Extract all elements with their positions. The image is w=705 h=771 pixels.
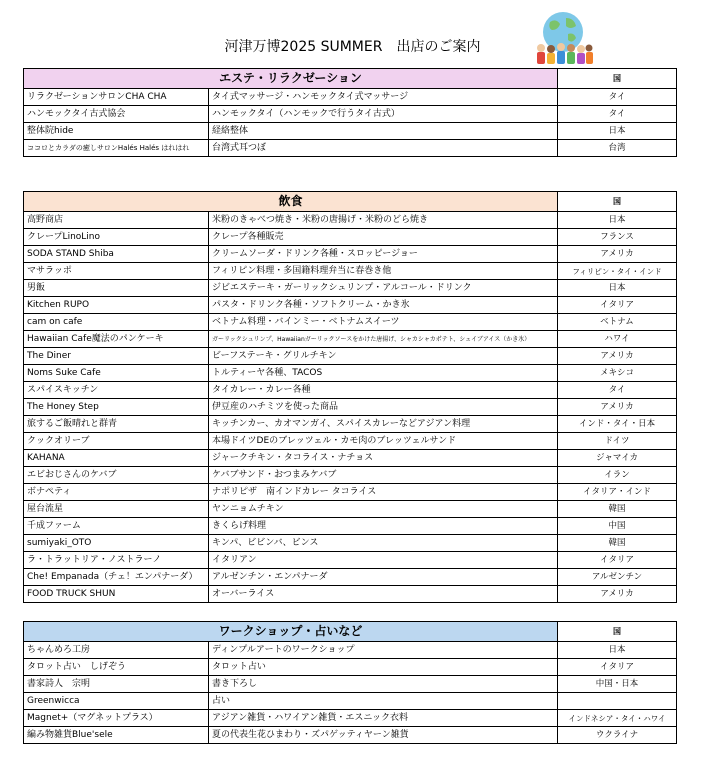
country-header: 国 [558, 69, 677, 89]
shop-name: Noms Suke Cafe [24, 365, 209, 382]
shop-item: キンパ、ビビンバ、ビンス [209, 535, 558, 552]
table-row [24, 484, 677, 501]
shop-item: 台湾式耳つぼ [209, 140, 558, 157]
shop-country: 中国 [558, 518, 677, 535]
shop-country: ドイツ [558, 433, 677, 450]
table-row [24, 297, 677, 314]
shop-name: ラ・トラットリア・ノストラーノ [24, 552, 209, 569]
shop-country: ウクライナ [558, 727, 677, 744]
shop-item: 占い [209, 693, 558, 710]
section-table-workshop [23, 621, 677, 744]
table-row [24, 89, 677, 106]
table-row [24, 246, 677, 263]
section-title: ワークショップ・占いなど [24, 622, 558, 642]
shop-item: オーバーライス [209, 586, 558, 603]
table-row [24, 263, 677, 280]
shop-name: The Honey Step [24, 399, 209, 416]
shop-country: 中国・日本 [558, 676, 677, 693]
table-row [24, 106, 677, 123]
shop-name: クレープLinoLino [24, 229, 209, 246]
shop-name: エビおじさんのケバブ [24, 467, 209, 484]
shop-item: ガーリックシュリンプ、Hawaiianガーリックソースをかけた唐揚げ、シャカシャカポテト、シェイブアイス（かき氷） [209, 331, 558, 348]
shop-item: フィリピン料理・多国籍料理弁当に春巻き他 [209, 263, 558, 280]
shop-name: 屋台流星 [24, 501, 209, 518]
table-row [24, 416, 677, 433]
table-row [24, 659, 677, 676]
shop-item: ディンプルアートのワークショップ [209, 642, 558, 659]
table-row [24, 535, 677, 552]
table-row [24, 229, 677, 246]
shop-name: sumiyaki_OTO [24, 535, 209, 552]
shop-item: ジャークチキン・タコライス・ナチョス [209, 450, 558, 467]
shop-country: 韓国 [558, 535, 677, 552]
shop-name: Magnet+（マグネットプラス） [24, 710, 209, 727]
shop-country: フィリピン・タイ・インド [558, 263, 677, 280]
shop-name: 旅するご飯晴れと群青 [24, 416, 209, 433]
section-title: エステ・リラクゼーション [24, 69, 558, 89]
shop-item: クリームソーダ・ドリンク各種・スロッピージョー [209, 246, 558, 263]
shop-name: ハンモックタイ古式協会 [24, 106, 209, 123]
table-row [24, 450, 677, 467]
shop-country: 台湾 [558, 140, 677, 157]
shop-country: タイ [558, 106, 677, 123]
shop-name: 編み物雑貨Blue'sele [24, 727, 209, 744]
table-row [24, 693, 677, 710]
shop-item: 米粉のきゃべつ焼き・米粉の唐揚げ・米粉のどら焼き [209, 212, 558, 229]
table-row [24, 140, 677, 157]
shop-country: インド・タイ・日本 [558, 416, 677, 433]
table-row [24, 642, 677, 659]
globe-people-logo [532, 8, 594, 66]
table-row [24, 727, 677, 744]
country-header: 国 [558, 622, 677, 642]
shop-name: cam on cafe [24, 314, 209, 331]
shop-item: パスタ・ドリンク各種・ソフトクリーム・かき氷 [209, 297, 558, 314]
table-row [24, 314, 677, 331]
shop-country: イラン [558, 467, 677, 484]
shop-name: タロット占い しげぞう [24, 659, 209, 676]
table-row [24, 501, 677, 518]
shop-country: フランス [558, 229, 677, 246]
shop-name: クックオリーブ [24, 433, 209, 450]
shop-country: 日本 [558, 280, 677, 297]
shop-country: アメリカ [558, 348, 677, 365]
shop-item: 伊豆産のハチミツを使った商品 [209, 399, 558, 416]
shop-country: 日本 [558, 642, 677, 659]
shop-name: 千成ファーム [24, 518, 209, 535]
table-row [24, 467, 677, 484]
table-row [24, 212, 677, 229]
shop-name: 書家詩人 宗明 [24, 676, 209, 693]
shop-item: 経絡整体 [209, 123, 558, 140]
section-header-row [24, 192, 677, 212]
shop-country: ジャマイカ [558, 450, 677, 467]
shop-country: ハワイ [558, 331, 677, 348]
table-row [24, 382, 677, 399]
table-row [24, 676, 677, 693]
country-header: 国 [558, 192, 677, 212]
shop-country: イタリア [558, 659, 677, 676]
shop-item: トルティーヤ各種、TACOS [209, 365, 558, 382]
shop-country: アメリカ [558, 399, 677, 416]
shop-item: ベトナム料理・バインミー・ベトナムスイーツ [209, 314, 558, 331]
section-table-esthe [23, 68, 677, 157]
table-row [24, 399, 677, 416]
shop-item: アジアン雑貨・ハワイアン雑貨・エスニック衣料 [209, 710, 558, 727]
table-row [24, 365, 677, 382]
shop-name: FOOD TRUCK SHUN [24, 586, 209, 603]
shop-country: メキシコ [558, 365, 677, 382]
shop-item: 夏の代表生花ひまわり・ズパゲッティヤーン雑貨 [209, 727, 558, 744]
page-title: 河津万博2025 SUMMER 出店のご案内 [224, 39, 481, 55]
shop-name: Che! Empanada（チェ！エンパナーダ） [24, 569, 209, 586]
shop-item: ナポリピザ 南インドカレー タコライス [209, 484, 558, 501]
shop-item: ビーフステーキ・グリルチキン [209, 348, 558, 365]
table-row [24, 518, 677, 535]
shop-country: タイ [558, 89, 677, 106]
shop-name: KAHANA [24, 450, 209, 467]
shop-item: ジビエステーキ・ガーリックシュリンプ・アルコール・ドリンク [209, 280, 558, 297]
shop-name: リラクゼーションサロンCHA CHA [24, 89, 209, 106]
shop-item: 本場ドイツDEのブレッツェル・カモ肉のブレッツェルサンド [209, 433, 558, 450]
shop-country: イタリア・インド [558, 484, 677, 501]
shop-name: Greenwicca [24, 693, 209, 710]
shop-country: アメリカ [558, 246, 677, 263]
shop-country: インドネシア・タイ・ハワイ [558, 710, 677, 727]
table-row [24, 280, 677, 297]
shop-item: ケバブサンド・おつまみケバブ [209, 467, 558, 484]
section-header-row [24, 69, 677, 89]
shop-item: タイカレー・カレー各種 [209, 382, 558, 399]
shop-item: タイ式マッサージ・ハンモックタイ式マッサージ [209, 89, 558, 106]
shop-name: スパイスキッチン [24, 382, 209, 399]
shop-item: きくらげ料理 [209, 518, 558, 535]
shop-item: タロット占い [209, 659, 558, 676]
shop-name: Kitchen RUPO [24, 297, 209, 314]
shop-name: SODA STAND Shiba [24, 246, 209, 263]
shop-country: 日本 [558, 123, 677, 140]
shop-name: The Diner [24, 348, 209, 365]
section-title: 飲食 [24, 192, 558, 212]
shop-name: 男飯 [24, 280, 209, 297]
shop-name: マサラッポ [24, 263, 209, 280]
table-row [24, 433, 677, 450]
table-row [24, 586, 677, 603]
shop-country: アメリカ [558, 586, 677, 603]
section-table-food [23, 191, 677, 603]
shop-country: 韓国 [558, 501, 677, 518]
shop-name: Hawaiian Cafe魔法のパンケーキ [24, 331, 209, 348]
shop-item: ヤンニョムチキン [209, 501, 558, 518]
shop-name: 整体院hide [24, 123, 209, 140]
shop-name: ボナペティ [24, 484, 209, 501]
shop-country: イタリア [558, 297, 677, 314]
shop-name: ココロとカラダの癒しサロンHalés Halés はれはれ [24, 140, 209, 157]
shop-country: ベトナム [558, 314, 677, 331]
shop-country: 日本 [558, 212, 677, 229]
shop-country: アルゼンチン [558, 569, 677, 586]
table-row [24, 710, 677, 727]
table-row [24, 552, 677, 569]
table-row [24, 123, 677, 140]
shop-item: キッチンカー、カオマンガイ、スパイスカレーなどアジアン料理 [209, 416, 558, 433]
table-row [24, 331, 677, 348]
section-header-row [24, 622, 677, 642]
shop-name: 高野商店 [24, 212, 209, 229]
shop-item: ハンモックタイ（ハンモックで行うタイ古式） [209, 106, 558, 123]
shop-item: アルゼンチン・エンパナーダ [209, 569, 558, 586]
shop-country: タイ [558, 382, 677, 399]
shop-country: イタリア [558, 552, 677, 569]
shop-name: ちゃんめろ工房 [24, 642, 209, 659]
table-row [24, 348, 677, 365]
table-row [24, 569, 677, 586]
shop-country [558, 693, 677, 710]
shop-item: クレープ各種販売 [209, 229, 558, 246]
shop-item: 書き下ろし [209, 676, 558, 693]
shop-item: イタリアン [209, 552, 558, 569]
